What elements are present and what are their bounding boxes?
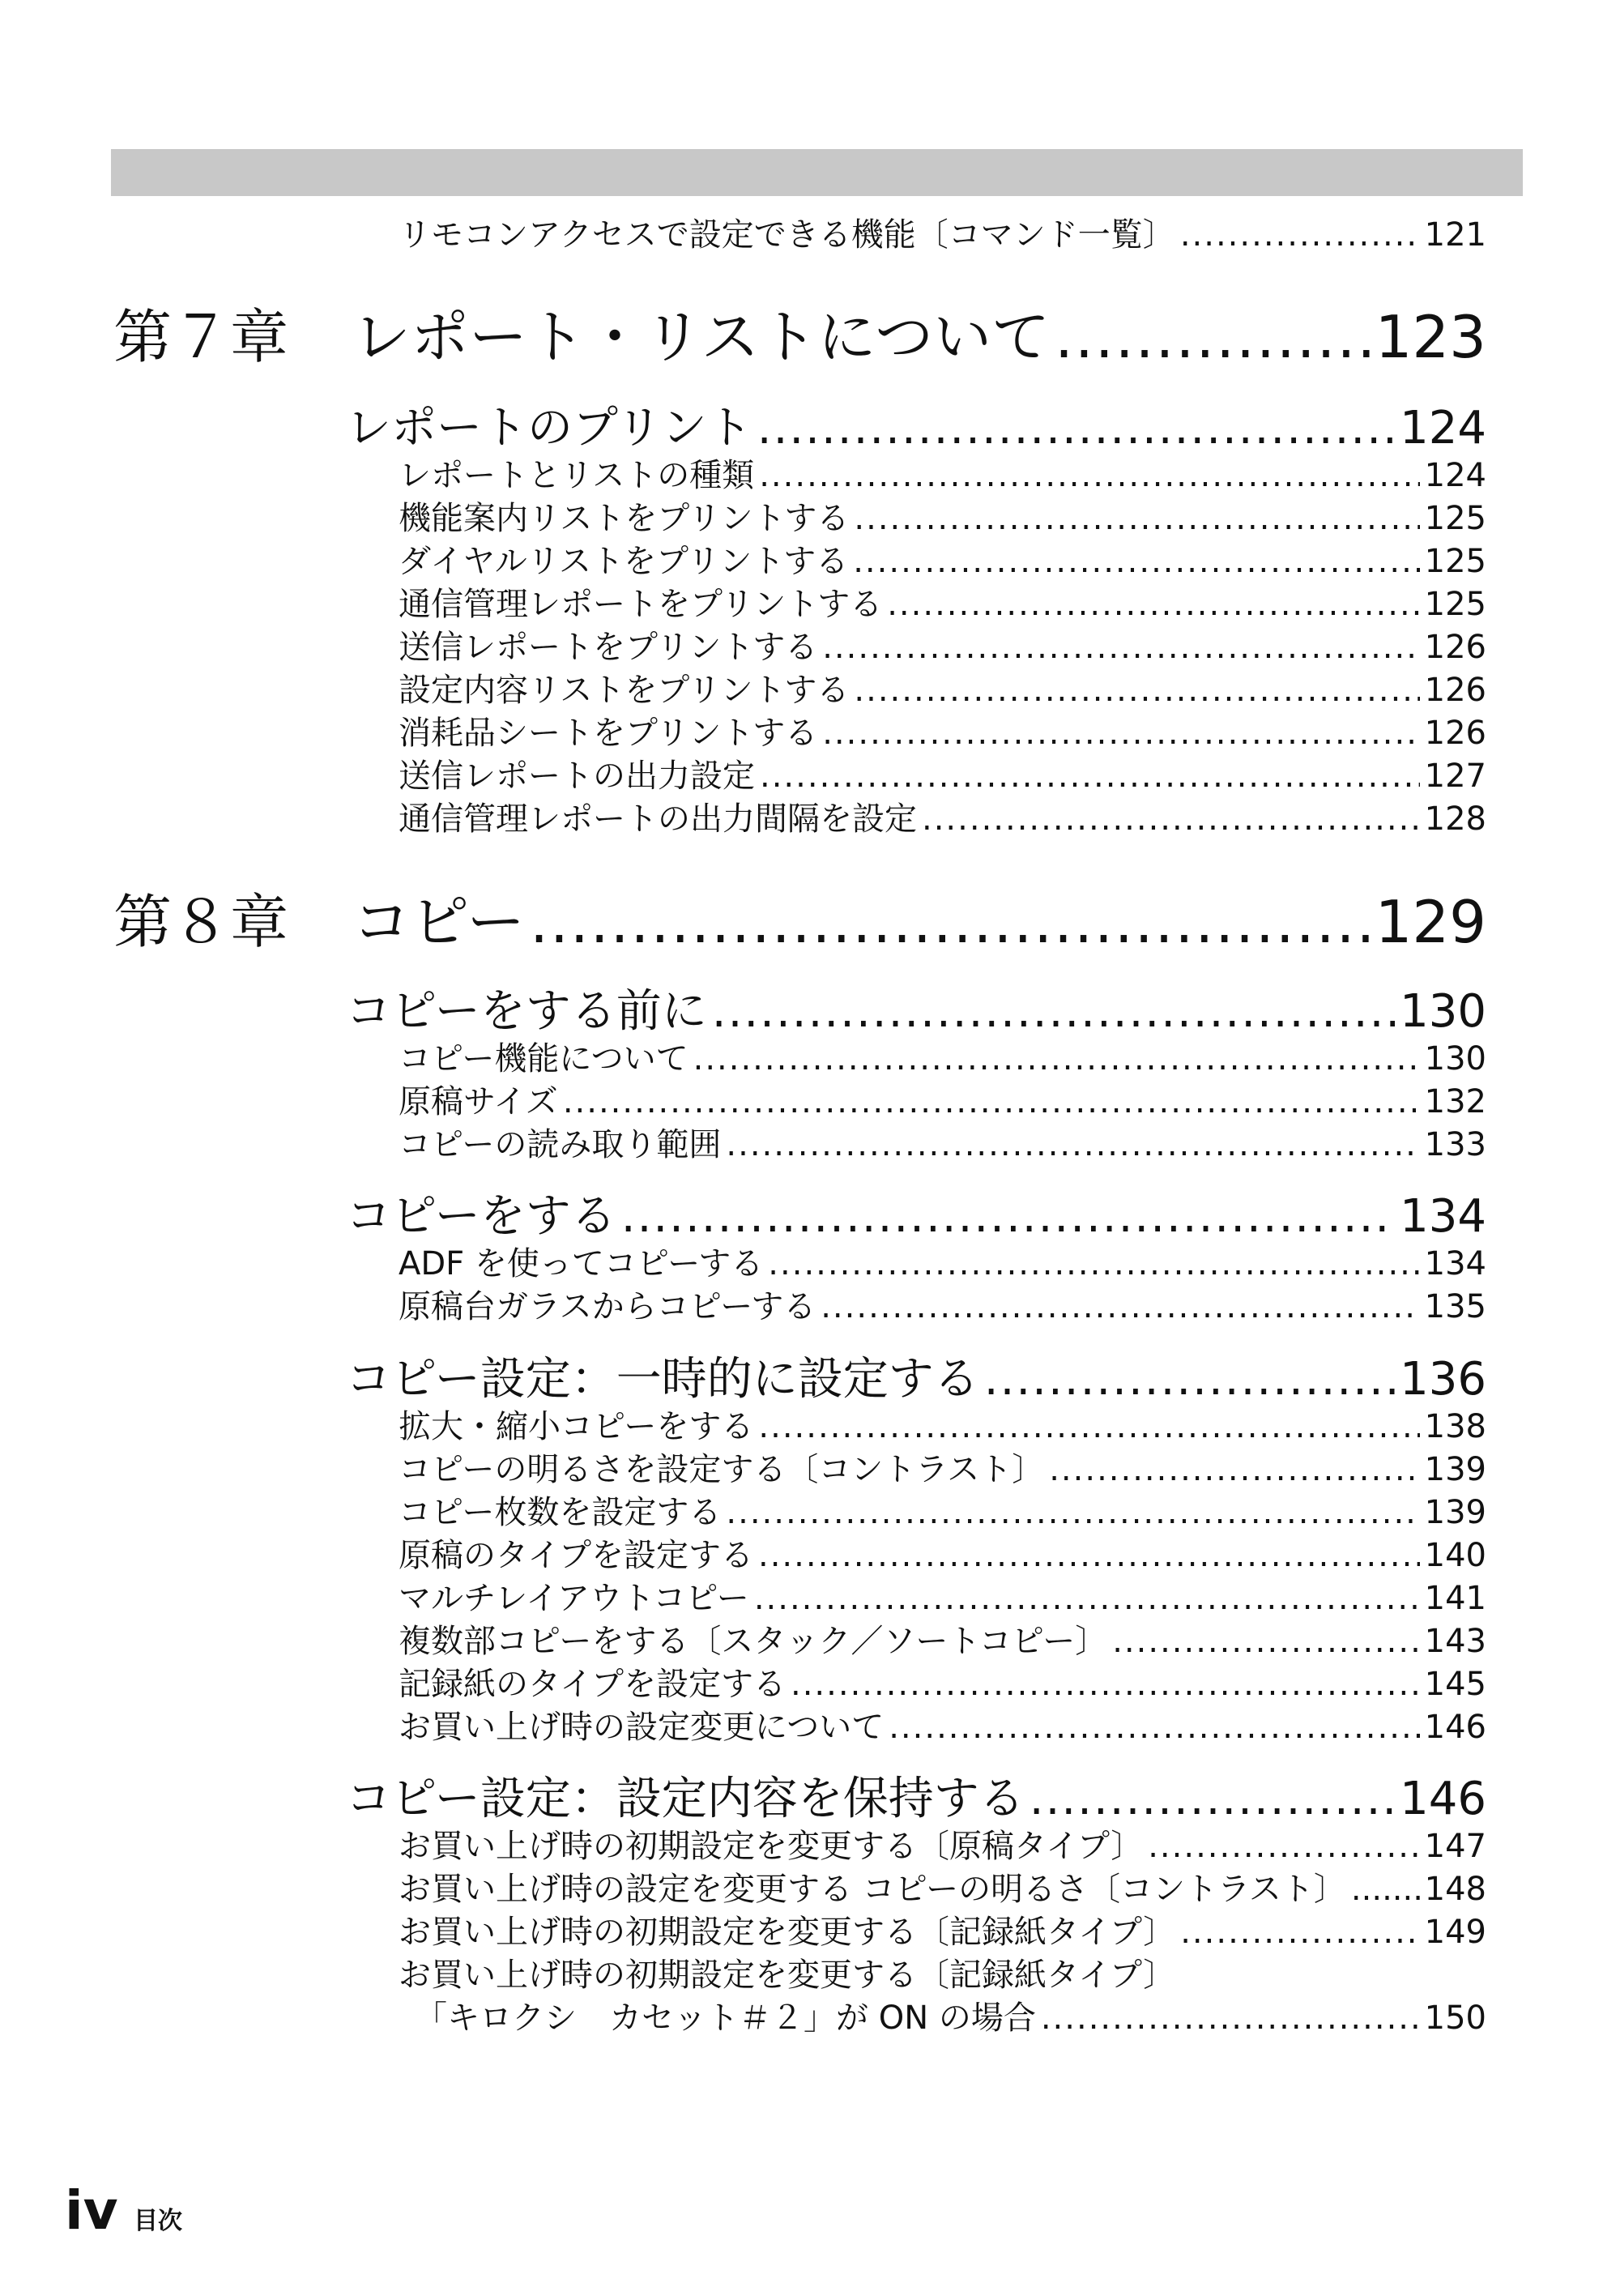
toc-item[interactable]: マルチレイアウトコピー ..... 141 <box>399 1573 1486 1619</box>
toc-item[interactable]: 通信管理レポートの出力間隔を設定 ..... 128 <box>399 793 1486 839</box>
toc-item[interactable]: コピーの読み取り範囲 ..... 133 <box>399 1119 1486 1165</box>
toc-item[interactable]: 設定内容リストをプリントする ..... 126 <box>399 664 1486 711</box>
toc-item[interactable]: コピーの明るさを設定する〔コントラスト〕 ..... 139 <box>399 1444 1486 1490</box>
toc-item[interactable]: 記録紙のタイプを設定する ..... 145 <box>399 1658 1486 1705</box>
toc-item[interactable]: コピー機能について ..... 130 <box>399 1033 1486 1079</box>
toc-item[interactable]: お買い上げ時の初期設定を変更する〔記録紙タイプ〕 ..... 149 <box>399 1906 1486 1952</box>
toc-item-multiline-second[interactable]: 「キロクシ カセット＃２」が ON の場合 ..... 150 <box>415 1992 1486 2038</box>
toc-item[interactable]: お買い上げ時の設定変更について ..... 146 <box>399 1701 1486 1748</box>
toc-item[interactable]: 機能案内リストをプリントする ..... 125 <box>399 493 1486 539</box>
section-copy-persistent[interactable]: コピー設定：設定内容を保持する ..... 146 <box>346 1763 1486 1828</box>
chapter-heading-7[interactable]: 第７章 レポート・リストについて ..... 123 <box>113 290 1486 374</box>
toc-item[interactable]: ダイヤルリストをプリントする ..... 125 <box>399 536 1486 582</box>
toc-item[interactable]: 原稿のタイプを設定する ..... 140 <box>399 1530 1486 1576</box>
toc-item[interactable]: 消耗品シートをプリントする ..... 126 <box>399 707 1486 753</box>
toc-item[interactable]: レポートとリストの種類 ..... 124 <box>399 450 1486 496</box>
toc-item[interactable]: 複数部コピーをする〔スタック／ソートコピー〕 ..... 143 <box>399 1615 1486 1662</box>
toc-item[interactable]: 送信レポートをプリントする ..... 126 <box>399 621 1486 668</box>
page-number: iv <box>65 2179 118 2242</box>
footer-label: 目次 <box>134 2207 182 2235</box>
toc-item[interactable]: お買い上げ時の設定を変更する コピーの明るさ〔コントラスト〕 ..... 148 <box>399 1863 1486 1910</box>
toc-item[interactable]: 送信レポートの出力設定 ..... 127 <box>399 750 1486 796</box>
toc-item[interactable]: 原稿台ガラスからコピーする ..... 135 <box>399 1281 1486 1327</box>
toc-item[interactable]: お買い上げ時の初期設定を変更する〔原稿タイプ〕 ..... 147 <box>399 1820 1486 1867</box>
toc-item[interactable]: コピー枚数を設定する ..... 139 <box>399 1487 1486 1533</box>
section-copy[interactable]: コピーをする ..... 134 <box>346 1180 1486 1245</box>
toc-item[interactable]: 拡大・縮小コピーをする ..... 138 <box>399 1401 1486 1447</box>
section-before-copy[interactable]: コピーをする前に ..... 130 <box>346 975 1486 1040</box>
toc-item-multiline-first[interactable]: お買い上げ時の初期設定を変更する〔記録紙タイプ〕 <box>399 1957 1176 1994</box>
toc-item[interactable]: 通信管理レポートをプリントする ..... 125 <box>399 578 1486 625</box>
toc-item[interactable]: 原稿サイズ ..... 132 <box>399 1076 1486 1122</box>
section-report-print[interactable]: レポートのプリント ..... 124 <box>346 392 1486 457</box>
header-bar <box>111 149 1523 196</box>
section-copy-temporary[interactable]: コピー設定：一時的に設定する ..... 136 <box>346 1343 1486 1408</box>
toc-item-remote-commands[interactable]: リモコンアクセスで設定できる機能〔コマンド一覧〕 ..... 121 <box>399 209 1486 255</box>
toc-item[interactable]: ADF を使ってコピーする ..... 134 <box>399 1238 1486 1284</box>
chapter-heading-8[interactable]: 第８章 コピー ..... 129 <box>113 875 1486 959</box>
